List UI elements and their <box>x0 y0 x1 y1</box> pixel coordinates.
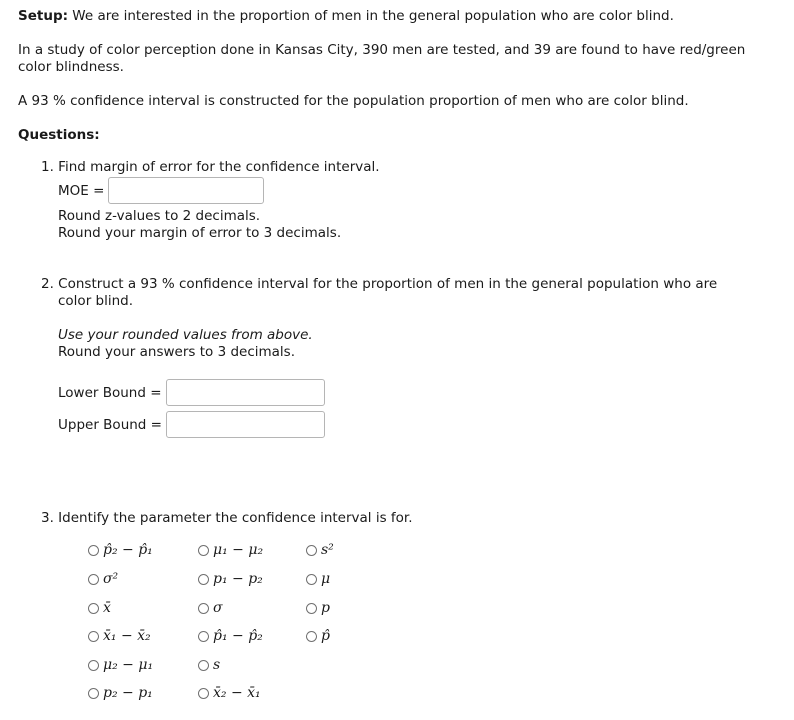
questions-heading: Questions: <box>18 127 100 143</box>
option-xbar[interactable]: x̄ <box>88 598 111 618</box>
radio-icon[interactable] <box>198 545 209 556</box>
radio-icon[interactable] <box>198 574 209 585</box>
q1-note-zvalues: Round z-values to 2 decimals. <box>58 208 261 224</box>
upper-bound-label: Upper Bound = <box>58 416 162 433</box>
radio-icon[interactable] <box>198 603 209 614</box>
q2-title-line1: 2. Construct a 93 % confidence interval for the proportion of men in the general population who are <box>41 276 718 292</box>
radio-icon[interactable] <box>88 545 99 556</box>
upper-bound-row <box>58 411 325 438</box>
radio-icon[interactable] <box>306 574 317 585</box>
moe-label: MOE = <box>58 182 105 199</box>
q1-title: 1. Find margin of error for the confidence interval. <box>41 159 380 175</box>
option-sigma-squared[interactable]: σ² <box>88 569 118 589</box>
option-xbar2-minus-xbar1[interactable]: x̄₂ − x̄₁ <box>198 683 261 703</box>
radio-icon[interactable] <box>88 688 99 699</box>
q1-note-moe: Round your margin of error to 3 decimals. <box>58 225 342 241</box>
lower-bound-label: Lower Bound = <box>58 384 162 401</box>
study-line-1: In a study of color perception done in Kansas City, 390 men are tested, and 39 are found to have red/green <box>18 42 746 58</box>
q1-notes <box>58 208 341 242</box>
radio-icon[interactable] <box>88 631 99 642</box>
radio-icon[interactable] <box>306 603 317 614</box>
radio-icon[interactable] <box>198 688 209 699</box>
option-phat2-minus-phat1[interactable]: p̂₂ − p̂₁ <box>88 540 153 560</box>
option-mu[interactable]: μ <box>306 569 330 589</box>
option-p1-minus-p2[interactable]: p₁ − p₂ <box>198 569 263 589</box>
radio-icon[interactable] <box>198 631 209 642</box>
q2-title <box>41 276 741 310</box>
radio-icon[interactable] <box>88 603 99 614</box>
option-mu2-minus-mu1[interactable]: μ₂ − μ₁ <box>88 655 153 675</box>
q2-note-decimals: Round your answers to 3 decimals. <box>58 344 296 360</box>
option-phat1-minus-phat2[interactable]: p̂₁ − p̂₂ <box>198 626 263 646</box>
ci-statement: A 93 % confidence interval is constructed for the population proportion of men who are color blind. <box>18 93 689 109</box>
radio-icon[interactable] <box>306 631 317 642</box>
radio-icon[interactable] <box>88 574 99 585</box>
moe-input[interactable] <box>108 177 264 204</box>
option-mu1-minus-mu2[interactable]: μ₁ − μ₂ <box>198 540 263 560</box>
setup-text: We are interested in the proportion of men in the general population who are color blind. <box>68 8 674 24</box>
upper-bound-input[interactable] <box>166 411 325 438</box>
option-s-squared[interactable]: s² <box>306 540 334 560</box>
lower-bound-row <box>58 379 325 406</box>
radio-icon[interactable] <box>198 660 209 671</box>
q2-title-line2: color blind. <box>58 293 134 309</box>
option-sigma[interactable]: σ <box>198 598 223 618</box>
setup-label: Setup: <box>18 8 69 24</box>
radio-icon[interactable] <box>88 660 99 671</box>
q3-title: 3. Identify the parameter the confidence interval is for. <box>41 510 413 526</box>
option-phat[interactable]: p̂ <box>306 626 330 646</box>
option-p[interactable]: p <box>306 598 330 618</box>
q2-notes <box>58 327 313 361</box>
option-s[interactable]: s <box>198 655 220 675</box>
study-paragraph <box>18 42 745 76</box>
study-line-2: color blindness. <box>18 59 124 75</box>
q2-note-rounded: Use your rounded values from above. <box>58 327 313 343</box>
option-xbar1-minus-xbar2[interactable]: x̄₁ − x̄₂ <box>88 626 151 646</box>
setup-paragraph <box>18 8 674 25</box>
moe-row <box>58 177 264 204</box>
option-p2-minus-p1[interactable]: p₂ − p₁ <box>88 683 153 703</box>
lower-bound-input[interactable] <box>166 379 325 406</box>
radio-icon[interactable] <box>306 545 317 556</box>
